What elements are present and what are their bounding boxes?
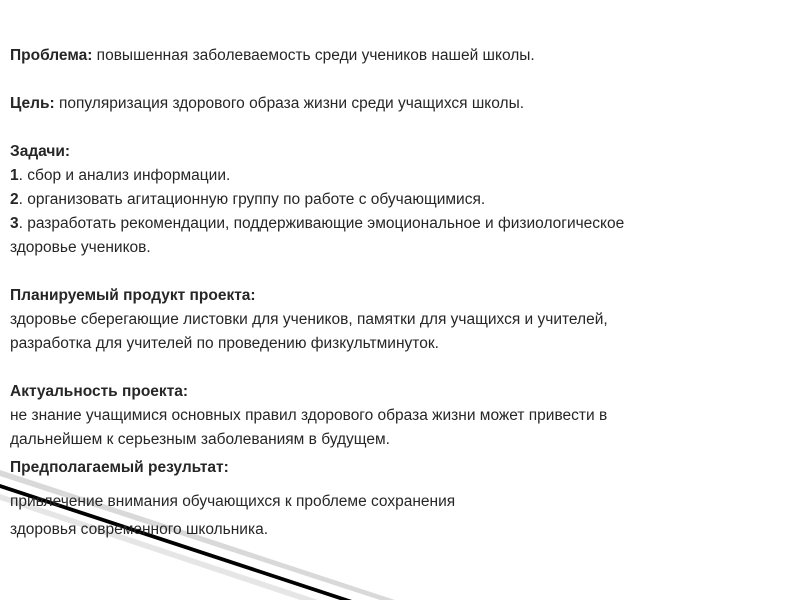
task-text: . сбор и анализ информации. [18,167,231,184]
spacer [10,260,795,284]
result-text-line-1 [10,488,795,516]
spacer [10,68,795,92]
product-text: разработка для учителей по проведению физкультминуток. [10,335,439,352]
problem-label: Проблема: [10,47,93,64]
slide-content [10,44,795,544]
result-text-line-2 [10,516,795,544]
spacer [10,356,795,380]
relevance-text: дальнейшем к серьезным заболеваниям в будущем. [10,431,390,448]
relevance-text-line-1 [10,404,795,428]
task-item-3-continuation [10,236,795,260]
result-heading [10,456,795,480]
product-label: Планируемый продукт проекта: [10,287,256,304]
product-text: здоровье сберегающие листовки для учеников, памятки для учащихся и учителей, [10,311,608,328]
problem-text: повышенная заболеваемость среди учеников нашей школы. [92,47,535,64]
product-text-line-1 [10,308,795,332]
tasks-heading [10,140,795,164]
spacer [10,480,795,488]
task-item-2 [10,188,795,212]
tasks-label: Задачи: [10,143,71,160]
problem-line [10,44,795,68]
result-text: привлечение внимания обучающихся к проблеме сохранения [10,493,456,510]
goal-text: популяризация здорового образа жизни среди учащихся школы. [54,95,525,112]
task-text: . организовать агитационную группу по работе с обучающимися. [18,191,486,208]
goal-label: Цель: [10,95,55,112]
task-text: . разработать рекомендации, поддерживающие эмоциональное и физиологическое [18,215,625,232]
task-number: 2 [10,191,19,208]
relevance-label: Актуальность проекта: [10,383,189,400]
task-item-1 [10,164,795,188]
relevance-text-line-2 [10,428,795,452]
task-item-3 [10,212,795,236]
task-number: 3 [10,215,19,232]
product-heading [10,284,795,308]
result-label: Предполагаемый результат: [10,459,229,476]
relevance-text: не знание учащимися основных правил здорового образа жизни может привести в [10,407,608,424]
task-number: 1 [10,167,19,184]
product-text-line-2 [10,332,795,356]
spacer [10,116,795,140]
task-text: здоровье учеников. [10,239,151,256]
goal-line [10,92,795,116]
result-text: здоровья современного школьника. [10,521,269,538]
relevance-heading [10,380,795,404]
